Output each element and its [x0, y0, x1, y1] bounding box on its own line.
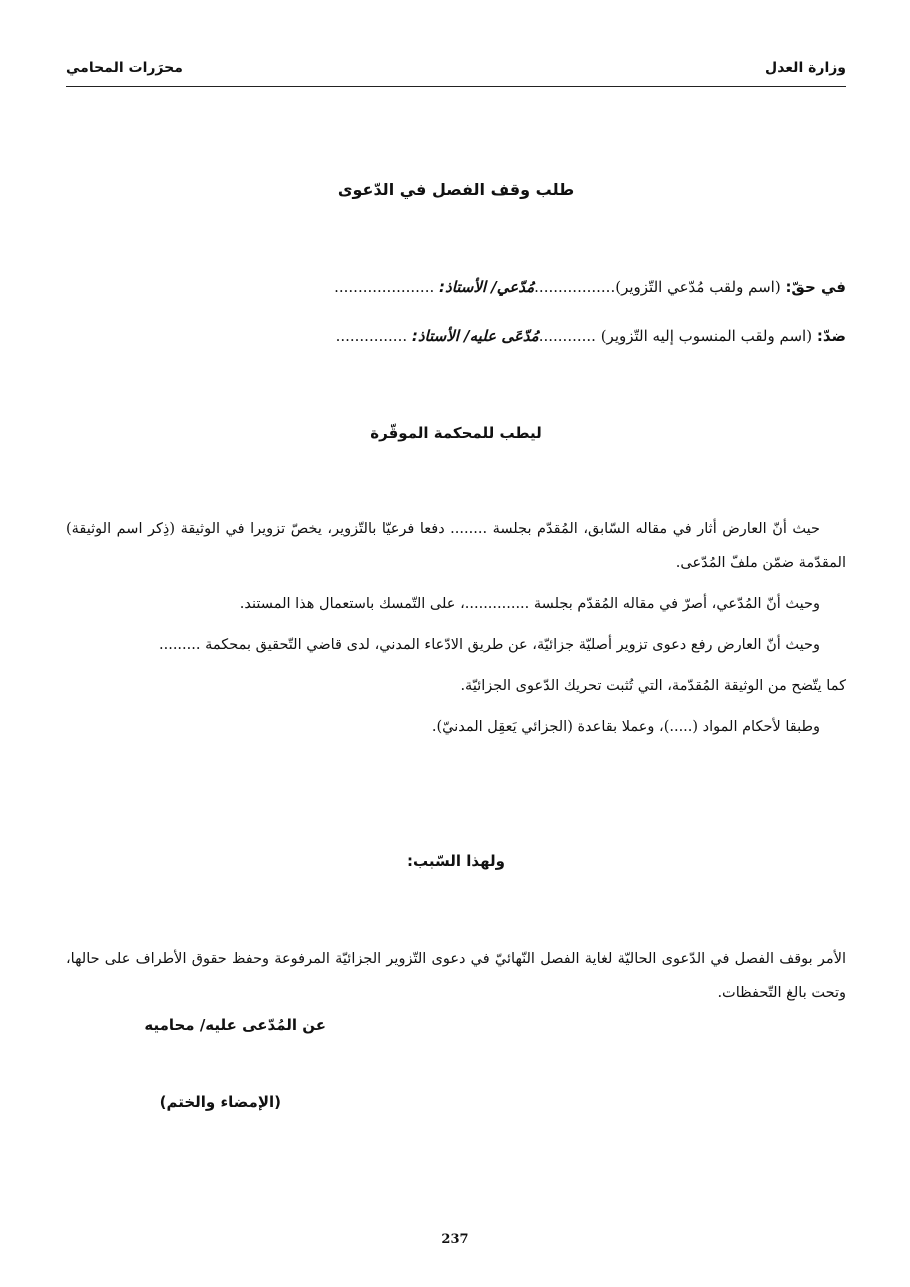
header-book-title: محرَرات المحامي — [66, 60, 183, 76]
party-claimant-dots: ..................... — [334, 278, 440, 296]
paragraph-4: كما يتّضح من الوثيقة المُقدّمة، التي تُثبت تحريك الدّعوى الجزائيّة. — [460, 678, 846, 694]
party-claimant — [66, 278, 846, 296]
document-subtitle: ليطب للمحكمة الموقّرة — [370, 424, 542, 442]
party-defendant-label: ضدّ: — [816, 327, 846, 345]
paragraph-2: وحيث أنّ المُدّعي، أصرّ في مقاله المُقدّم بجلسة ..............، على التّمسك باستعمال هذا المستند. — [239, 596, 820, 612]
party-defendant — [66, 327, 846, 345]
document-title: طلب وقف الفصل في الدّعوى — [337, 180, 575, 199]
header-ministry: وزارة العدل — [765, 60, 846, 76]
page-number: 237 — [441, 1232, 469, 1247]
signature-note: (الإمضاء والختم) — [159, 1093, 281, 1111]
request-paragraph: الأمر بوقف الفصل في الدّعوى الحاليّة لغاية الفصل النّهائيّ في دعوى التّزوير الجزائيّة المرفوعة وحفظ حقوق الأطراف على حالها، وتحت بالغ التّحفظات. — [66, 951, 846, 1001]
signature-line: عن المُدّعى عليه/ محاميه — [144, 1016, 326, 1034]
paragraph-5: وطبقا لأحكام المواد (.....)، وعملا بقاعدة (الجزائي يَعقِل المدنيّ). — [431, 719, 820, 735]
page-header — [66, 58, 846, 87]
paragraph-1: حيث أنّ العارض أثار في مقاله السّابق، المُقدّم بجلسة ........ دفعا فرعيّا بالتّزوير، يخصّ تزويرا في الوثيقة (ذِكر اسم الوثيقة) المقدّمة ضمّن ملفّ المُدّعى. — [66, 521, 846, 571]
party-defendant-text: (اسم ولقب المنسوب إليه التّزوير) ............ — [538, 327, 817, 345]
party-defendant-dots: ............... — [335, 327, 412, 345]
party-claimant-role: مُدّعي/ الأستاذ: — [439, 278, 535, 296]
document-paragraphs — [66, 512, 846, 751]
party-claimant-label: في حقّ: — [785, 278, 846, 296]
party-defendant-role: مُدّعَى عليه/ الأستاذ: — [411, 327, 539, 345]
party-claimant-text: (اسم ولقب مُدّعي التّزوير)................. — [534, 278, 786, 296]
reason-heading: ولهذا السّبب: — [407, 852, 505, 870]
paragraph-3: وحيث أنّ العارض رفع دعوى تزوير أصليّة جزائيّة، عن طريق الادّعاء المدني، لدى قاضي التّحقيق بمحكمة ......... — [159, 637, 820, 653]
